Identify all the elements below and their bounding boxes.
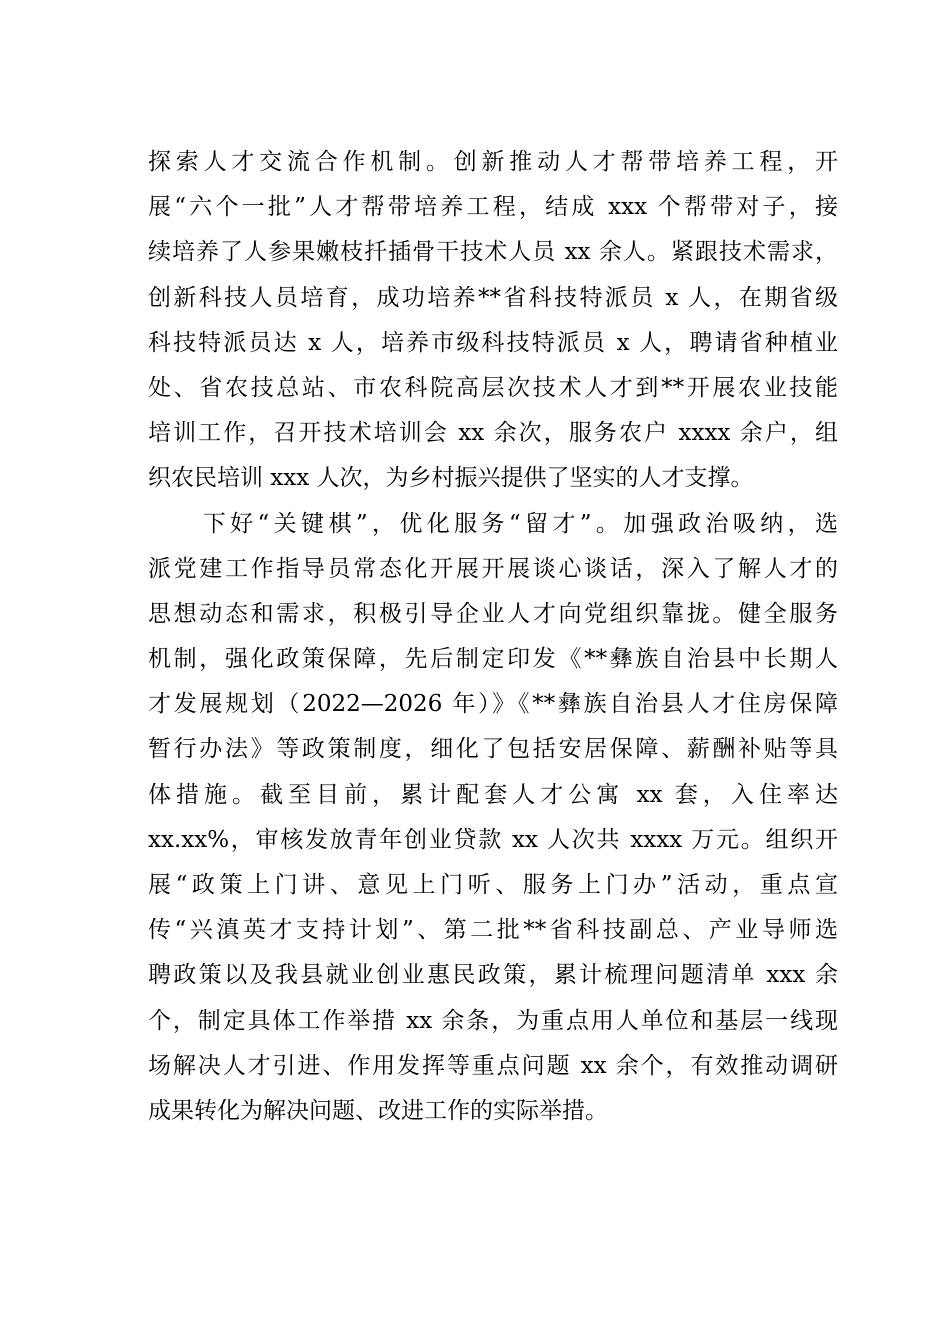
text-line: 暂行办法》等政策制度，细化了包括安居保障、薪酬补贴等具 xyxy=(148,736,838,763)
paragraph-2 xyxy=(148,502,838,1135)
text-line: 派党建工作指导员常态化开展开展谈心谈话，深入了解人才的 xyxy=(148,555,838,582)
text-line: 个，制定具体工作举措 xx 余条，为重点用人单位和基层一线现 xyxy=(148,1007,838,1034)
text-line: 传“兴滇英才支持计划”、第二批**省科技副总、产业导师选 xyxy=(148,917,838,944)
text-line: 聘政策以及我县就业创业惠民政策，累计梳理问题清单 xxx 余 xyxy=(148,962,838,989)
text-line: xx.xx%，审核发放青年创业贷款 xx 人次共 xxxx 万元。组织开 xyxy=(148,826,838,853)
text-line: 才发展规划（2022—2026 年）》《**彝族自治县人才住房保障 xyxy=(148,691,838,718)
text-line: 展“政策上门讲、意见上门听、服务上门办”活动，重点宣 xyxy=(148,872,838,898)
text-line: 处、省农技总站、市农科院高层次技术人才到**开展农业技能 xyxy=(148,374,838,401)
text-line: 场解决人才引进、作用发挥等重点问题 xx 余个，有效推动调研 xyxy=(148,1052,838,1079)
text-line: 思想动态和需求，积极引导企业人才向党组织靠拢。健全服务 xyxy=(148,600,838,627)
text-line: 探索人才交流合作机制。创新推动人才帮带培养工程，开 xyxy=(148,149,838,175)
text-line: 体措施。截至目前，累计配套人才公寓 xx 套，入住率达 xyxy=(148,781,838,808)
text-line: 成果转化为解决问题、改进工作的实际举措。 xyxy=(148,1097,608,1124)
text-line: 培训工作，召开技术培训会 xx 余次，服务农户 xxxx 余户，组 xyxy=(148,420,838,447)
paragraph-1 xyxy=(148,140,838,502)
text-line: 科技特派员达 x 人，培养市级科技特派员 x 人，聘请省种植业 xyxy=(148,329,838,356)
text-line: 机制，强化政策保障，先后制定印发《**彝族自治县中长期人 xyxy=(148,646,838,673)
text-line: 织农民培训 xxx 人次，为乡村振兴提供了坚实的人才支撑。 xyxy=(148,465,754,492)
text-line: 续培养了人参果嫩枝扦插骨干技术人员 xx 余人。紧跟技术需求， xyxy=(148,239,838,266)
document-body xyxy=(148,140,838,1134)
text-line: 展“六个一批”人才帮带培养工程，结成 xxx 个帮带对子，接 xyxy=(148,194,838,221)
text-line: 创新科技人员培育，成功培养**省科技特派员 x 人，在期省级 xyxy=(148,284,838,311)
text-line: 下好“关键棋”，优化服务“留才”。加强政治吸纳，选 xyxy=(148,510,838,537)
